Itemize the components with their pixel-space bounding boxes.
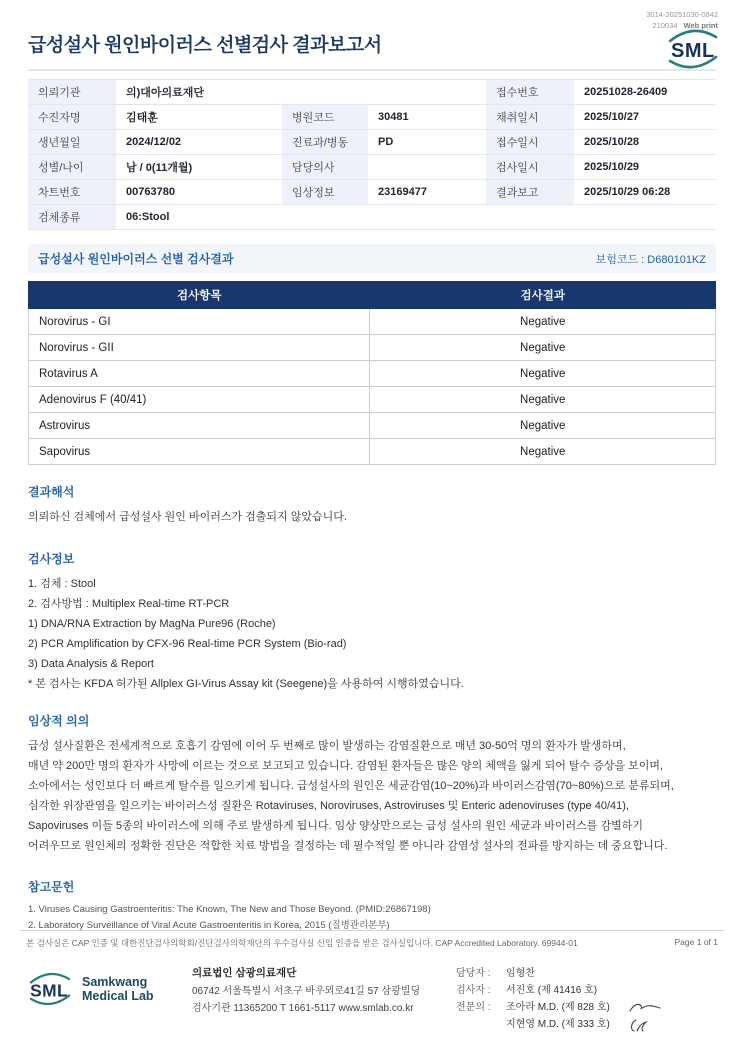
sml-logo-icon xyxy=(26,969,74,1009)
info-label-patient-name: 수진자명 xyxy=(28,105,116,130)
info-value-patient-name: 김태훈 xyxy=(116,105,282,130)
test-info-line: 2) PCR Amplification by CFX-96 Real-time PCR System (Bio-rad) xyxy=(28,638,347,651)
info-label-chart-no: 차트번호 xyxy=(28,180,116,205)
info-label-birth-date: 생년월일 xyxy=(28,130,116,155)
info-value-chart-no: 00763780 xyxy=(116,180,282,205)
clinical-line: 소아에서는 성인보다 더 빠르게 탈수를 일으키게 됩니다. 급성설사의 원인은 세균감염(10~20%)과 바이러스감염(70~80%)으로 분류되며, xyxy=(28,780,674,793)
cap-disclaimer: 본 검사실은 CAP 인증 및 대한진단검사의학회/진단검사의학재단의 우수검사실 신임 인증을 받은 검사실입니다. CAP Accredited Laboratory. 69944-01 xyxy=(26,938,578,948)
svg-text:SML: SML xyxy=(671,40,715,62)
page-number: Page 1 of 1 xyxy=(674,937,718,947)
column-header-test-result: 검사결과 xyxy=(370,282,716,309)
test-info-line: 3) Data Analysis & Report xyxy=(28,658,154,671)
info-label-test-date: 검사일시 xyxy=(486,155,574,180)
clinical-line: 급성 설사질환은 전세계적으로 호흡기 감염에 이어 두 번째로 많이 발생하는 감염질환으로 매년 30-50억 명의 환자가 발생하며, xyxy=(28,740,626,753)
info-value-receipt-no: 20251028-26409 xyxy=(574,80,716,105)
result-section-bar xyxy=(28,244,716,273)
test-result: Negative xyxy=(370,387,716,413)
info-label-doctor: 담당의사 xyxy=(282,155,368,180)
test-result: Negative xyxy=(370,309,716,335)
print-code-line2: 210034 Web print xyxy=(652,20,718,30)
results-header-row xyxy=(29,282,716,309)
info-label-report-date: 결과보고 xyxy=(486,180,574,205)
info-value-doctor xyxy=(368,155,486,180)
table-row xyxy=(29,439,716,465)
info-label-hospital-code: 병원코드 xyxy=(282,105,368,130)
header-divider xyxy=(28,69,716,71)
test-info-line: * 본 검사는 KFDA 허가된 Allplex GI-Virus Assay kit (Seegene)을 사용하여 시행하였습니다. xyxy=(28,678,464,691)
info-value-birth-date: 2024/12/02 xyxy=(116,130,282,155)
info-label-receipt-no: 접수번호 xyxy=(486,80,574,105)
test-item: Astrovirus xyxy=(29,413,370,439)
info-label-clinical-info: 임상정보 xyxy=(282,180,368,205)
clinical-line: 매년 약 200만 명의 환자가 사망에 이르는 것으로 보고되고 있습니다. 감염된 환자들은 많은 양의 체액을 잃게 되어 탈수 증상을 보이며, xyxy=(28,760,664,773)
test-item: Adenovirus F (40/41) xyxy=(29,387,370,413)
staff-info xyxy=(456,965,718,1034)
info-value-sex-age: 남 / 0(11개월) xyxy=(116,155,282,180)
company-info xyxy=(192,965,420,1017)
report-header xyxy=(0,0,744,57)
clinical-line: Sapoviruses 이들 5종의 바이러스에 의해 주로 발생하게 됩니다. 임상 양상만으로는 급성 설사의 원인 세균과 바이러스를 감별하기 xyxy=(28,820,643,833)
test-info-line: 1) DNA/RNA Extraction by MagNa Pure96 (Roche) xyxy=(28,618,276,631)
results-table xyxy=(28,281,716,465)
interpretation-title: 결과해석 xyxy=(28,485,75,499)
staff-manager: 담당자 : 임형찬 xyxy=(456,968,535,979)
info-value-requesting-org: 의)대아의료재단 xyxy=(116,80,486,105)
info-label-requesting-org: 의뢰기관 xyxy=(28,80,116,105)
info-label-sex-age: 성별/나이 xyxy=(28,155,116,180)
info-value-test-date: 2025/10/29 xyxy=(574,155,716,180)
clinical-line: 심각한 위장관염을 일으키는 바이러스성 질환은 Rotaviruses, Noroviruses, Astroviruses 및 Enteric adenoviruses (type 40/41), xyxy=(28,800,629,813)
info-value-hospital-code: 30481 xyxy=(368,105,486,130)
info-value-collect-date: 2025/10/27 xyxy=(574,105,716,130)
interpretation-text: 의뢰하신 검체에서 급성설사 원인 바이러스가 검출되지 않았습니다. xyxy=(28,511,347,523)
table-row xyxy=(29,361,716,387)
test-result: Negative xyxy=(370,361,716,387)
reference-line: 2. Laboratory Surveillance of Viral Acute Gastroenteritis in Korea, 2015 (질병관리본부) xyxy=(28,920,390,932)
clinical-line: 어려우므로 원인체의 정확한 진단은 적합한 치료 방법을 결정하는 데 필수적일 뿐 아니라 감염성 설사의 전파를 방지하는 데 중요합니다. xyxy=(28,840,668,853)
column-header-test-item: 검사항목 xyxy=(29,282,370,309)
footer-logo-name: Samkwang Medical Lab xyxy=(82,974,154,1003)
test-result: Negative xyxy=(370,335,716,361)
report-title: 급성설사 원인바이러스 선별검사 결과보고서 xyxy=(28,35,382,56)
signature-icon xyxy=(628,1001,662,1015)
sml-logo xyxy=(664,26,722,77)
table-row xyxy=(29,335,716,361)
info-value-specimen-type: 06:Stool xyxy=(116,205,716,230)
company-address: 06742 서울특별시 서초구 바우뫼로41길 57 삼광빌딩 xyxy=(192,985,421,997)
footer-main xyxy=(0,949,744,1052)
test-info-lines xyxy=(28,574,716,694)
test-item: Norovirus - GII xyxy=(29,335,370,361)
staff-examiner: 검사자 : 서진호 (제 41416 호) xyxy=(456,985,598,996)
table-row xyxy=(29,413,716,439)
staff-specialist-2: 지현영 M.D. (제 333 호) xyxy=(456,1016,718,1034)
svg-text:SML: SML xyxy=(30,980,69,1001)
company-name: 의료법인 삼광의료재단 xyxy=(192,967,297,979)
insurance-code: 보험코드 : D680101KZ xyxy=(595,253,706,266)
info-label-collect-date: 채취일시 xyxy=(486,105,574,130)
info-label-department: 진료과/병동 xyxy=(282,130,368,155)
patient-info-table xyxy=(28,79,716,230)
report-footer xyxy=(0,930,744,1052)
test-result: Negative xyxy=(370,413,716,439)
footer-disclaimer-row xyxy=(0,931,744,949)
signature-icon xyxy=(628,1018,650,1034)
test-item: Rotavirus A xyxy=(29,361,370,387)
test-item: Sapovirus xyxy=(29,439,370,465)
info-label-specimen-type: 검체종류 xyxy=(28,205,116,230)
test-info-line: 2. 검사방법 : Multiplex Real-time RT-PCR xyxy=(28,598,230,611)
info-value-department: PD xyxy=(368,130,486,155)
clinical-title: 임상적 의의 xyxy=(28,714,90,729)
print-code-line1: 3014-20251030-0842 xyxy=(646,10,718,19)
web-print-label: Web print xyxy=(683,20,718,30)
sml-logo-icon xyxy=(664,26,722,72)
staff-specialist-1: 전문의 : 조아라 M.D. (제 828 호) xyxy=(456,999,718,1016)
table-row xyxy=(29,387,716,413)
clinical-lines xyxy=(28,736,716,856)
company-contact: 검사기관 11365200 T 1661-5117 www.smlab.co.kr xyxy=(192,1002,414,1014)
footer-sml-logo xyxy=(26,965,184,1009)
table-row xyxy=(29,309,716,335)
info-value-receipt-date: 2025/10/28 xyxy=(574,130,716,155)
info-label-receipt-date: 접수일시 xyxy=(486,130,574,155)
test-result: Negative xyxy=(370,439,716,465)
references-title: 참고문헌 xyxy=(28,880,75,895)
result-section-title: 급성설사 원인바이러스 선별 검사결과 xyxy=(38,252,234,266)
test-info-line: 1. 검체 : Stool xyxy=(28,578,96,591)
test-item: Norovirus - GI xyxy=(29,309,370,335)
info-value-report-date: 2025/10/29 06:28 xyxy=(574,180,716,205)
reference-line: 1. Viruses Causing Gastroenteritis: The Known, The New and Those Beyond. (PMID:26867198) xyxy=(28,904,431,916)
info-value-clinical-info: 23169477 xyxy=(368,180,486,205)
test-info-title: 검사정보 xyxy=(28,552,75,567)
